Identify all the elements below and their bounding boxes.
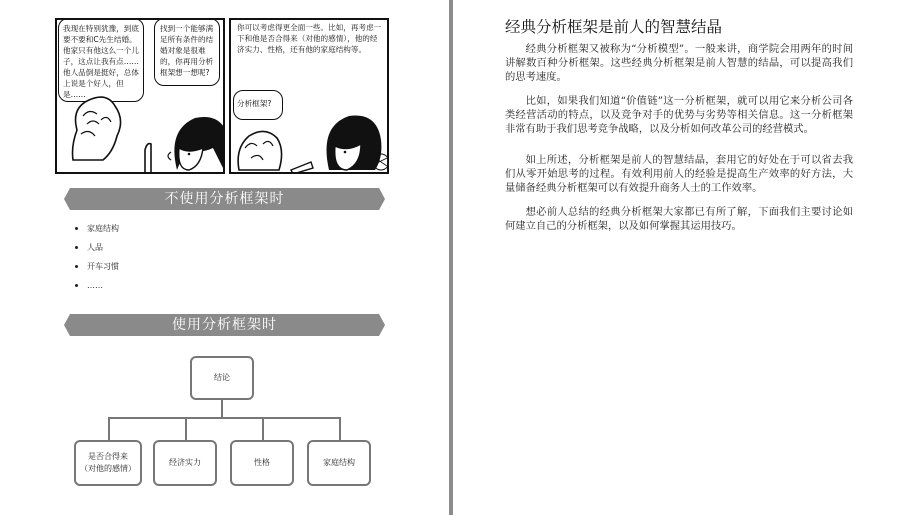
comic-drawing-1 bbox=[57, 20, 225, 174]
bullet-item: 家庭结构 bbox=[73, 219, 119, 238]
banner-with-framework: 使用分析框架时 bbox=[70, 314, 379, 336]
comic-panel-2 bbox=[229, 18, 389, 174]
comic-strip bbox=[55, 18, 389, 174]
diagram-child-node: 经济实力 bbox=[153, 440, 217, 486]
speech-text-2: 找到一个能够满足所有条件的结婚对象是很难的，你再用分析框架想一想呢? bbox=[160, 24, 214, 77]
banner-without-framework: 不使用分析框架时 bbox=[70, 188, 379, 210]
diagram-child-node: 是否合得来 （对他的感情） bbox=[74, 440, 142, 486]
paragraph: 想必前人总结的经典分析框架大家都已有所了解，下面我们主要讨论如何建立自己的分析框架，以及如何掌握其运用技巧。 bbox=[505, 206, 853, 232]
speech-text-3: 你可以考虑得更全面一些。比如，再考虑一下和他是否合得来（对他的感情），他的经济实力、性格，还有他的家庭结构等。 bbox=[237, 23, 382, 54]
connector-line bbox=[185, 417, 187, 441]
bullet-item: …… bbox=[73, 276, 119, 295]
diagram-child-node: 家庭结构 bbox=[307, 440, 371, 486]
bullet-item: 开车习惯 bbox=[73, 257, 119, 276]
section-title: 经典分析框架是前人的智慧结晶 bbox=[505, 18, 723, 36]
right-page bbox=[453, 0, 900, 515]
paragraph: 经典分析框架又被称为“分析模型”。一般来讲，商学院会用两年的时间讲解数百种分析框架。这些经典分析框架是前人智慧的结晶，可以提高我们的思考速度。 bbox=[505, 43, 853, 83]
connector-line bbox=[108, 417, 110, 441]
speech-text-1: 我现在特别犹豫，到底要不要和C先生结婚。他家只有他这么一个儿子，这点让我有点……他人品倒是挺好，总体上说是个好人，但是…… bbox=[63, 24, 139, 99]
comic-drawing-2 bbox=[231, 20, 389, 174]
paragraph: 如上所述，分析框架是前人的智慧结晶，套用它的好处在于可以省去我们从零开始思考的过程。有效利用前人的经验是提高生产效率的好方法，大量储备经典分析框架可以有效提升商务人士的工作效率。 bbox=[505, 154, 853, 194]
left-page bbox=[0, 0, 449, 515]
connector-line bbox=[221, 400, 223, 418]
paragraph: 比如，如果我们知道“价值链”这一分析框架，就可以用它来分析公司各类经营活动的特点，以及竞争对手的优势与劣势等相关信息。这一分析框架非常有助于我们思考竞争战略，以及分析如何改革公司的经营模式。 bbox=[505, 95, 853, 135]
diagram-child-node: 性格 bbox=[230, 440, 294, 486]
connector-line bbox=[108, 417, 340, 419]
comic-panel-1 bbox=[55, 18, 225, 174]
connector-line bbox=[339, 417, 341, 441]
diagram-root-node: 结论 bbox=[190, 356, 254, 400]
connector-line bbox=[262, 417, 264, 441]
bullet-list bbox=[73, 219, 119, 295]
bullet-item: 人品 bbox=[73, 238, 119, 257]
question-text: 分析框架? bbox=[237, 99, 272, 108]
